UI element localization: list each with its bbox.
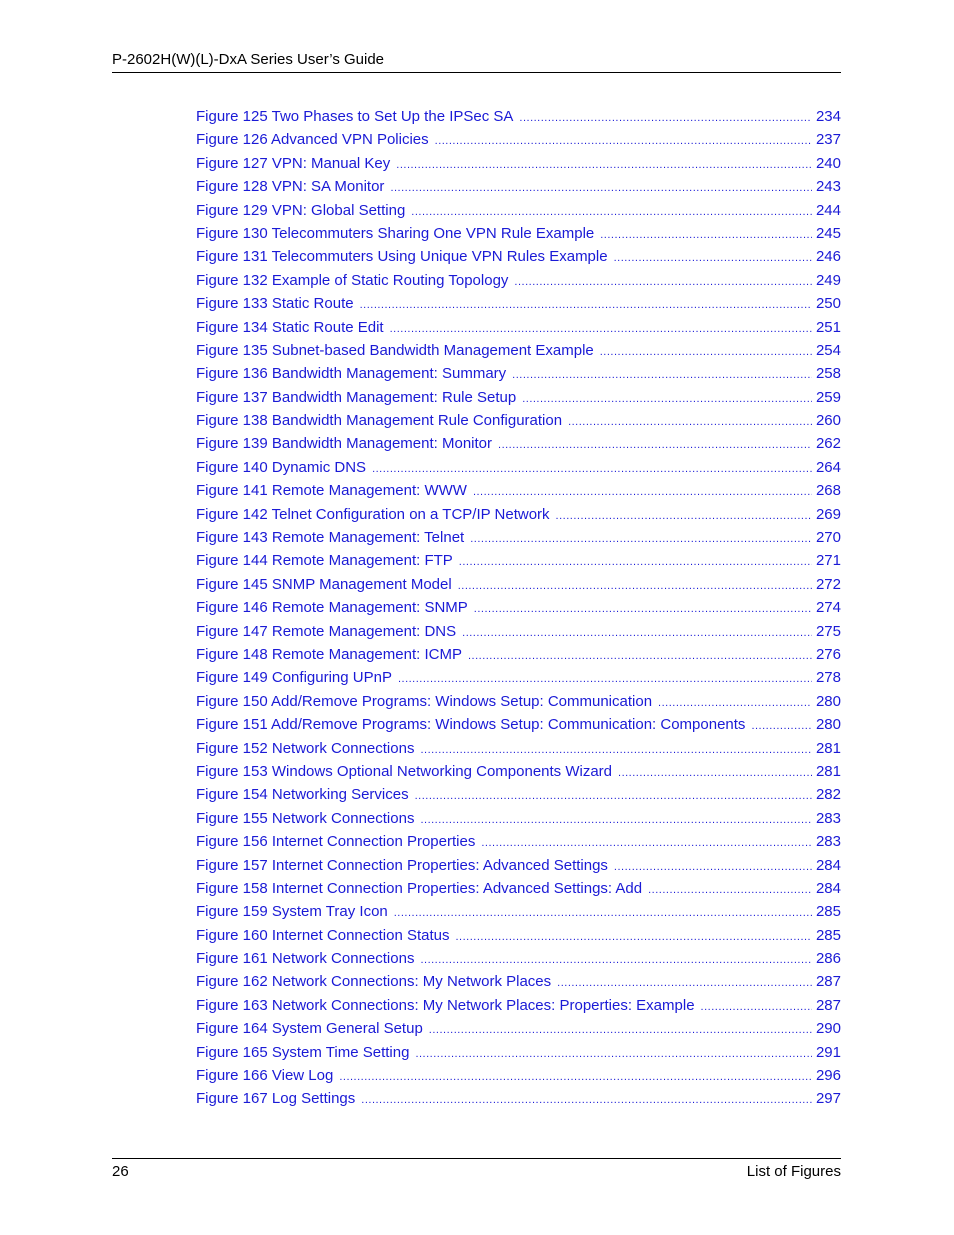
toc-entry-page[interactable]: 285 xyxy=(815,926,841,944)
toc-entry[interactable] xyxy=(196,105,841,128)
dot-leader xyxy=(600,224,812,247)
toc-entry-label[interactable]: Figure 140 Dynamic DNS xyxy=(196,458,367,476)
toc-entry[interactable] xyxy=(196,339,841,362)
toc-entry[interactable] xyxy=(196,175,841,198)
toc-entry[interactable] xyxy=(196,479,841,502)
toc-entry-label[interactable]: Figure 156 Internet Connection Properties xyxy=(196,833,476,851)
page-number: 26 xyxy=(112,1163,129,1180)
toc-entry[interactable] xyxy=(196,737,841,760)
toc-entry[interactable] xyxy=(196,292,841,315)
dot-leader xyxy=(459,551,812,574)
dot-leader xyxy=(462,622,812,645)
toc-entry-page[interactable]: 264 xyxy=(815,458,841,476)
toc-entry-label[interactable]: Figure 167 Log Settings xyxy=(196,1090,356,1108)
toc-entry[interactable] xyxy=(196,269,841,292)
toc-entry[interactable] xyxy=(196,947,841,970)
toc-entry-page[interactable]: 282 xyxy=(815,786,841,804)
dot-leader xyxy=(658,692,812,715)
toc-entry-label[interactable]: Figure 166 View Log xyxy=(196,1067,334,1085)
toc-entry[interactable] xyxy=(196,1041,841,1064)
dot-leader xyxy=(519,107,812,130)
dot-leader xyxy=(394,902,812,925)
section-name: List of Figures xyxy=(746,1163,841,1180)
toc-entry-label[interactable]: Figure 148 Remote Management: ICMP xyxy=(196,645,462,663)
toc-entry[interactable] xyxy=(196,760,841,783)
toc-entry-label[interactable]: Figure 154 Networking Services xyxy=(196,786,409,804)
document-title: P-2602H(W)(L)-DxA Series User’s Guide xyxy=(112,51,385,68)
toc-entry-label[interactable]: Figure 157 Internet Connection Properties: Advanced Settings xyxy=(196,856,608,874)
dot-leader xyxy=(751,715,812,738)
toc-entry-label[interactable]: Figure 158 Internet Connection Properties: Advanced Settings: Add xyxy=(196,879,643,897)
toc-entry[interactable] xyxy=(196,549,841,572)
toc-entry[interactable] xyxy=(196,690,841,713)
toc-entry-page[interactable]: 262 xyxy=(815,435,841,453)
toc-entry-page[interactable]: 237 xyxy=(815,131,841,149)
toc-entry-label[interactable]: Figure 159 System Tray Icon xyxy=(196,903,388,921)
toc-entry-page[interactable]: 280 xyxy=(815,716,841,734)
toc-entry[interactable] xyxy=(196,713,841,736)
toc-entry-page[interactable]: 244 xyxy=(815,201,841,219)
page-header xyxy=(112,51,841,73)
toc-entry[interactable] xyxy=(196,222,841,245)
toc-entry-page[interactable]: 281 xyxy=(815,739,841,757)
dot-leader xyxy=(600,341,812,364)
toc-entry[interactable] xyxy=(196,432,841,455)
dot-leader xyxy=(614,247,812,270)
toc-entry-page[interactable]: 287 xyxy=(815,973,841,991)
toc-entry-label[interactable]: Figure 128 VPN: SA Monitor xyxy=(196,178,385,196)
dot-leader xyxy=(339,1066,812,1089)
toc-entry-label[interactable]: Figure 139 Bandwidth Management: Monitor xyxy=(196,435,493,453)
toc-entry[interactable] xyxy=(196,643,841,666)
toc-entry-page[interactable]: 270 xyxy=(815,529,841,547)
dot-leader xyxy=(618,762,812,785)
toc-entry-page[interactable]: 250 xyxy=(815,295,841,313)
toc-entry-label[interactable]: Figure 162 Network Connections: My Network Places xyxy=(196,973,552,991)
dot-leader xyxy=(415,1043,812,1066)
toc-entry-page[interactable]: 291 xyxy=(815,1043,841,1061)
toc-entry-label[interactable]: Figure 165 System Time Setting xyxy=(196,1043,410,1061)
toc-entry-label[interactable]: Figure 145 SNMP Management Model xyxy=(196,575,452,593)
toc-entry-page[interactable]: 243 xyxy=(815,178,841,196)
toc-entry-page[interactable]: 290 xyxy=(815,1020,841,1038)
toc-entry[interactable] xyxy=(196,386,841,409)
toc-entry-label[interactable]: Figure 131 Telecommuters Using Unique VPN Rules Example xyxy=(196,248,608,266)
dot-leader xyxy=(701,996,812,1019)
toc-entry-page[interactable]: 246 xyxy=(815,248,841,266)
toc-entry-page[interactable]: 258 xyxy=(815,365,841,383)
toc-entry-label[interactable]: Figure 146 Remote Management: SNMP xyxy=(196,599,468,617)
dot-leader xyxy=(429,1019,812,1042)
toc-entry-page[interactable]: 254 xyxy=(815,341,841,359)
toc-entry-page[interactable]: 260 xyxy=(815,412,841,430)
toc-entry-page[interactable]: 274 xyxy=(815,599,841,617)
dot-leader xyxy=(420,809,812,832)
toc-entry[interactable] xyxy=(196,877,841,900)
toc-entry-label[interactable]: Figure 153 Windows Optional Networking Components Wizard xyxy=(196,762,613,780)
toc-entry-page[interactable]: 240 xyxy=(815,154,841,172)
toc-entry-label[interactable]: Figure 155 Network Connections xyxy=(196,809,415,827)
toc-entry[interactable] xyxy=(196,316,841,339)
toc-entry-page[interactable]: 296 xyxy=(815,1067,841,1085)
toc-entry-label[interactable]: Figure 129 VPN: Global Setting xyxy=(196,201,406,219)
toc-entry-label[interactable]: Figure 144 Remote Management: FTP xyxy=(196,552,453,570)
toc-entry[interactable] xyxy=(196,199,841,222)
toc-entry-page[interactable]: 287 xyxy=(815,996,841,1014)
toc-entry-page[interactable]: 283 xyxy=(815,833,841,851)
toc-entry[interactable] xyxy=(196,409,841,432)
toc-entry-label[interactable]: Figure 133 Static Route xyxy=(196,295,354,313)
toc-entry[interactable] xyxy=(196,596,841,619)
toc-entry[interactable] xyxy=(196,362,841,385)
toc-entry-label[interactable]: Figure 137 Bandwidth Management: Rule Setup xyxy=(196,388,517,406)
dot-leader xyxy=(411,201,812,224)
toc-entry-page[interactable]: 297 xyxy=(815,1090,841,1108)
toc-entry-label[interactable]: Figure 142 Telnet Configuration on a TCP/IP Network xyxy=(196,505,550,523)
toc-entry-page[interactable]: 245 xyxy=(815,224,841,242)
toc-entry-label[interactable]: Figure 163 Network Connections: My Network Places: Properties: Example xyxy=(196,996,695,1014)
toc-entry[interactable] xyxy=(196,783,841,806)
toc-entry-page[interactable]: 286 xyxy=(815,950,841,968)
toc-entry-page[interactable]: 281 xyxy=(815,762,841,780)
toc-entry-label[interactable]: Figure 138 Bandwidth Management Rule Configuration xyxy=(196,412,563,430)
toc-entry-label[interactable]: Figure 151 Add/Remove Programs: Windows Setup: Communication: Components xyxy=(196,716,746,734)
toc-entry-page[interactable]: 283 xyxy=(815,809,841,827)
toc-entry-page[interactable]: 280 xyxy=(815,692,841,710)
toc-entry-label[interactable]: Figure 161 Network Connections xyxy=(196,950,415,968)
dot-leader xyxy=(522,388,812,411)
dot-leader xyxy=(473,481,812,504)
toc-entry-label[interactable]: Figure 136 Bandwidth Management: Summary xyxy=(196,365,507,383)
toc-entry-label[interactable]: Figure 147 Remote Management: DNS xyxy=(196,622,457,640)
toc-entry-label[interactable]: Figure 125 Two Phases to Set Up the IPSec SA xyxy=(196,108,514,125)
dot-leader xyxy=(481,832,812,855)
dot-leader xyxy=(390,318,812,341)
dot-leader xyxy=(420,949,812,972)
toc-entry[interactable] xyxy=(196,666,841,689)
toc-entry-page[interactable]: 269 xyxy=(815,505,841,523)
dot-leader xyxy=(614,856,812,879)
toc-entry[interactable] xyxy=(196,152,841,175)
dot-leader xyxy=(470,528,812,551)
dot-leader xyxy=(568,411,812,434)
toc-entry-label[interactable]: Figure 127 VPN: Manual Key xyxy=(196,154,391,172)
dot-leader xyxy=(396,154,812,177)
toc-entry-page[interactable]: 251 xyxy=(815,318,841,336)
toc-entry-page[interactable]: 272 xyxy=(815,575,841,593)
dot-leader xyxy=(435,130,812,153)
toc-entry[interactable] xyxy=(196,245,841,268)
toc-entry-label[interactable]: Figure 149 Configuring UPnP xyxy=(196,669,392,687)
toc-entry[interactable] xyxy=(196,970,841,993)
dot-leader xyxy=(498,434,812,457)
dot-leader xyxy=(474,598,812,621)
toc-entry-page[interactable]: 276 xyxy=(815,645,841,663)
toc-entry[interactable] xyxy=(196,456,841,479)
dot-leader xyxy=(361,1089,812,1112)
toc-entry[interactable] xyxy=(196,807,841,830)
toc-entry[interactable] xyxy=(196,994,841,1017)
dot-leader xyxy=(398,668,812,691)
list-of-figures xyxy=(196,105,841,1111)
toc-entry-label[interactable]: Figure 160 Internet Connection Status xyxy=(196,926,450,944)
toc-entry-label[interactable]: Figure 152 Network Connections xyxy=(196,739,415,757)
toc-entry-page[interactable]: 234 xyxy=(815,108,841,125)
toc-entry-label[interactable]: Figure 143 Remote Management: Telnet xyxy=(196,529,465,547)
toc-entry-label[interactable]: Figure 134 Static Route Edit xyxy=(196,318,384,336)
toc-entry-page[interactable]: 268 xyxy=(815,482,841,500)
dot-leader xyxy=(390,177,812,200)
toc-entry-page[interactable]: 285 xyxy=(815,903,841,921)
toc-entry[interactable] xyxy=(196,503,841,526)
page-footer xyxy=(112,1158,841,1180)
toc-entry[interactable] xyxy=(196,1087,841,1110)
dot-leader xyxy=(514,271,812,294)
toc-entry[interactable] xyxy=(196,128,841,151)
toc-entry-label[interactable]: Figure 126 Advanced VPN Policies xyxy=(196,131,429,149)
toc-entry-page[interactable]: 271 xyxy=(815,552,841,570)
toc-entry[interactable] xyxy=(196,620,841,643)
dot-leader xyxy=(556,505,812,528)
dot-leader xyxy=(458,575,812,598)
dot-leader xyxy=(360,294,812,317)
toc-entry-label[interactable]: Figure 164 System General Setup xyxy=(196,1020,423,1038)
toc-entry-label[interactable]: Figure 130 Telecommuters Sharing One VPN Rule Example xyxy=(196,224,595,242)
dot-leader xyxy=(512,364,812,387)
toc-entry-page[interactable]: 278 xyxy=(815,669,841,687)
toc-entry-page[interactable]: 284 xyxy=(815,856,841,874)
toc-entry-page[interactable]: 249 xyxy=(815,271,841,289)
dot-leader xyxy=(456,926,812,949)
toc-entry-page[interactable]: 275 xyxy=(815,622,841,640)
toc-entry[interactable] xyxy=(196,854,841,877)
dot-leader xyxy=(468,645,812,668)
toc-entry-label[interactable]: Figure 135 Subnet-based Bandwidth Management Example xyxy=(196,341,594,359)
toc-entry-page[interactable]: 284 xyxy=(815,879,841,897)
dot-leader xyxy=(648,879,812,902)
toc-entry[interactable] xyxy=(196,573,841,596)
toc-entry-label[interactable]: Figure 132 Example of Static Routing Topology xyxy=(196,271,509,289)
dot-leader xyxy=(372,458,812,481)
toc-entry[interactable] xyxy=(196,526,841,549)
toc-entry-label[interactable]: Figure 150 Add/Remove Programs: Windows Setup: Communication xyxy=(196,692,653,710)
toc-entry-page[interactable]: 259 xyxy=(815,388,841,406)
toc-entry[interactable] xyxy=(196,1017,841,1040)
toc-entry[interactable] xyxy=(196,900,841,923)
toc-entry[interactable] xyxy=(196,1064,841,1087)
toc-entry[interactable] xyxy=(196,830,841,853)
dot-leader xyxy=(415,785,812,808)
dot-leader xyxy=(420,739,812,762)
toc-entry-label[interactable]: Figure 141 Remote Management: WWW xyxy=(196,482,467,500)
toc-entry[interactable] xyxy=(196,924,841,947)
dot-leader xyxy=(557,972,812,995)
